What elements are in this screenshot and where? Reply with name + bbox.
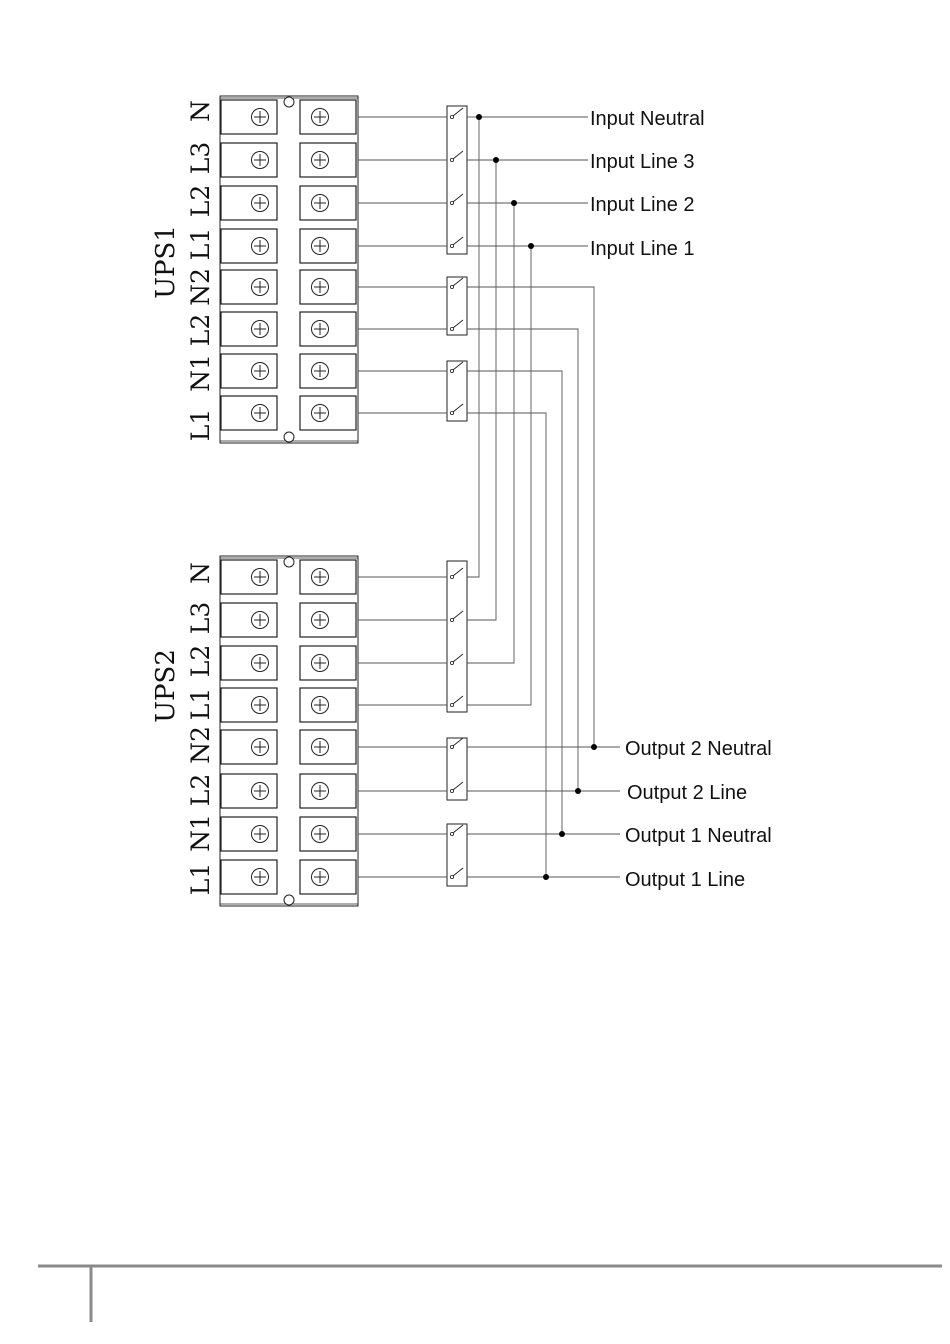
ups1-terminal-label: L1 — [186, 408, 215, 442]
ups2-terminal-label: L2 — [186, 644, 215, 678]
output-1-neutral-label: Output 1 Neutral — [625, 825, 772, 847]
input-junction-dot — [493, 157, 499, 163]
wire — [467, 117, 479, 577]
ups2-mount-hole — [284, 895, 294, 905]
wire — [467, 329, 578, 791]
wire — [467, 246, 531, 705]
breaker-box — [447, 361, 467, 421]
ups2-terminal-label: L1 — [186, 687, 215, 721]
ups1-terminal-labels — [186, 100, 215, 441]
ups1-terminal-label: L1 — [186, 227, 215, 261]
output-junction-dot — [591, 744, 597, 750]
ups2-terminal-label: L2 — [186, 773, 215, 807]
input-neutral-label: Input Neutral — [590, 108, 705, 130]
ups2-terminal-label: N2 — [186, 726, 215, 764]
input-line-1-label: Input Line 1 — [590, 238, 695, 260]
junction-dots — [476, 114, 597, 880]
output-junction-dot — [543, 874, 549, 880]
ups1-mount-hole — [284, 432, 294, 442]
ups1-terminal-label: L3 — [186, 141, 215, 175]
output-2-neutral-label: Output 2 Neutral — [625, 738, 772, 760]
wire — [467, 203, 514, 663]
ups2-title: UPS2 — [151, 649, 181, 723]
ups2-terminal-labels — [186, 562, 215, 895]
breaker-switches — [447, 106, 467, 886]
output-junction-dot — [559, 831, 565, 837]
ups2-terminal-label: L3 — [186, 601, 215, 635]
ups2-terminal-label: N1 — [186, 814, 215, 852]
breaker-box — [447, 277, 467, 335]
ups1-terminal-block — [220, 96, 358, 443]
ups1-mount-hole — [284, 97, 294, 107]
output-2-line-label: Output 2 Line — [627, 782, 748, 804]
breaker-box — [447, 106, 467, 254]
ups1-title: UPS1 — [151, 225, 181, 299]
input-junction-dot — [511, 200, 517, 206]
input-junction-dot — [528, 243, 534, 249]
breaker-box — [447, 738, 467, 800]
ups1-terminal-label: L2 — [186, 313, 215, 347]
breaker-box — [447, 561, 467, 712]
wire — [467, 287, 594, 747]
breaker-box — [447, 824, 467, 886]
ups1-terminal-label: N — [186, 100, 215, 122]
ups2-terminal-block — [220, 556, 358, 906]
ups1-terminal-label: N1 — [186, 354, 215, 392]
wire — [467, 371, 562, 834]
ups2-terminal-label: N — [186, 562, 215, 584]
input-line-2-label: Input Line 2 — [590, 194, 695, 216]
ups1-terminal-label: N2 — [186, 268, 215, 306]
input-junction-dot — [476, 114, 482, 120]
wiring-lines — [358, 117, 620, 877]
output-1-line-label: Output 1 Line — [625, 869, 746, 891]
ups2-mount-hole — [284, 557, 294, 567]
ups2-terminal-label: L1 — [186, 862, 215, 896]
output-junction-dot — [575, 788, 581, 794]
ups1-terminal-label: L2 — [186, 184, 215, 218]
wire — [467, 160, 496, 620]
input-line-3-label: Input Line 3 — [590, 151, 695, 173]
